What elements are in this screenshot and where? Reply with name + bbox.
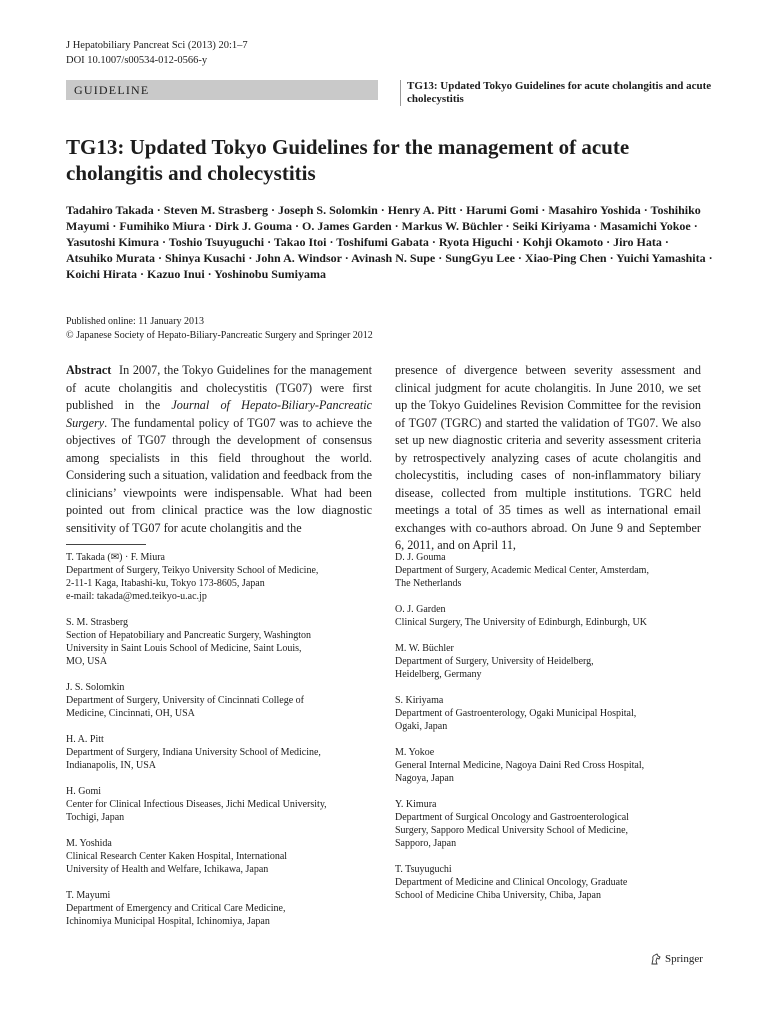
- affiliation-line: Tochigi, Japan: [66, 812, 125, 823]
- affiliation-entry: [66, 785, 366, 824]
- journal-name-italic: Journal of Hepato-Biliary-Pancreatic Surgery: [66, 398, 373, 430]
- abstract-text-1: In 2007, the Tokyo Guidelines for the management of acute cholangitis and cholecystitis (TG07) were first published in the: [66, 363, 372, 412]
- affiliation-line: Department of Gastroenterology, Ogaki Municipal Hospital,: [395, 708, 637, 719]
- affiliation-line: Heidelberg, Germany: [395, 669, 482, 680]
- affiliations-right: [395, 551, 695, 915]
- affiliation-entry: [395, 863, 695, 902]
- affiliation-line: University of Health and Welfare, Ichikawa, Japan: [66, 864, 269, 875]
- published-online: Published online: 11 January 2013: [66, 316, 204, 327]
- affiliation-entry: [395, 642, 695, 681]
- affiliation-entry: [395, 551, 695, 590]
- abstract-column-left: [66, 362, 372, 537]
- doi-line: DOI 10.1007/s00534-012-0566-y: [66, 55, 208, 66]
- affiliation-entry: [66, 551, 366, 603]
- author-list: Tadahiro Takada · Steven M. Strasberg · Joseph S. Solomkin · Henry A. Pitt · Harumi Gomi · Masahiro Yoshida · Toshihiko Mayumi · Fumihiko Miura · Dirk J. Gouma · O. James Garden · Markus W. Büchler · Seiki Kiriyama · Masamichi Yokoe · Yasutoshi Kimura · Toshio Tsuyuguchi · Takao Itoi · Toshifumi Gabata · Ryota Higuchi · Kohji Okamoto · Jiro Hata · Atsuhiko Murata · Shinya Kusachi · John A. Windsor · Avinash N. Supe · SungGyu Lee · Xiao-Ping Chen · Yuichi Yamashita · Koichi Hirata · Kazuo Inui · Yoshinobu Sumiyama: [66, 203, 713, 281]
- abstract-text-2: . The fundamental policy of TG07 was to achieve the objectives of TG07 through the development of consensus among specialists in this field throughout the world. Considering such a situation, validation and feedback from the clinicians’ viewpoints were indispensable. What had been pointed out from clinical practice was the low diagnostic sensitivity of TG07 for acute cholangitis and the: [66, 415, 372, 535]
- affiliation-author: Y. Kimura: [395, 799, 437, 810]
- affiliation-line: General Internal Medicine, Nagoya Daini Red Cross Hospital,: [395, 760, 645, 771]
- article-title: TG13: Updated Tokyo Guidelines for the management of acute cholangitis and cholecystitis: [66, 135, 630, 185]
- abstract-heading: Abstract: [66, 363, 112, 377]
- affiliation-line: Ichinomiya Municipal Hospital, Ichinomiya, Japan: [66, 916, 270, 927]
- affiliations-left: [66, 551, 366, 941]
- affiliation-entry: [66, 733, 366, 772]
- affiliation-entry: [395, 694, 695, 733]
- affiliation-line: The Netherlands: [395, 578, 462, 589]
- affiliation-line: MO, USA: [66, 656, 108, 667]
- affiliation-line: Medicine, Cincinnati, OH, USA: [66, 708, 195, 719]
- publisher-name: Springer: [665, 953, 703, 965]
- affiliation-line: School of Medicine Chiba University, Chiba, Japan: [395, 890, 601, 901]
- affiliation-author: T. Tsuyuguchi: [395, 864, 452, 875]
- affiliation-author: J. S. Solomkin: [66, 682, 125, 693]
- running-title: TG13: Updated Tokyo Guidelines for acute cholangitis and acute cholecystitis: [400, 80, 717, 106]
- affiliation-line: Department of Surgical Oncology and Gastroenterological: [395, 812, 629, 823]
- affiliation-entry: [395, 603, 695, 629]
- affiliation-author: O. J. Garden: [395, 604, 446, 615]
- affiliation-author: S. Kiriyama: [395, 695, 444, 706]
- affiliation-author: S. M. Strasberg: [66, 617, 129, 628]
- affiliation-line: Ogaki, Japan: [395, 721, 448, 732]
- affiliation-line: Nagoya, Japan: [395, 773, 454, 784]
- affiliation-line: Clinical Surgery, The University of Edinburgh, Edinburgh, UK: [395, 617, 647, 628]
- affiliation-line: University in Saint Louis School of Medicine, Saint Louis,: [66, 643, 302, 654]
- copyright: © Japanese Society of Hepato-Biliary-Pancreatic Surgery and Springer 2012: [66, 330, 373, 341]
- affiliation-author: T. Takada (✉) · F. Miura: [66, 552, 165, 563]
- journal-line: J Hepatobiliary Pancreat Sci (2013) 20:1–7: [66, 40, 248, 51]
- affiliation-author: H. Gomi: [66, 786, 101, 797]
- affiliation-author: T. Mayumi: [66, 890, 111, 901]
- affiliation-line: Surgery, Sapporo Medical University School of Medicine,: [395, 825, 629, 836]
- journal-citation: [66, 38, 248, 68]
- affiliation-line: Department of Surgery, Indiana University School of Medicine,: [66, 747, 321, 758]
- affiliation-author: H. A. Pitt: [66, 734, 104, 745]
- footnote-divider: [66, 544, 146, 545]
- publisher-logo: [650, 953, 703, 965]
- affiliation-line: 2-11-1 Kaga, Itabashi-ku, Tokyo 173-8605, Japan: [66, 578, 265, 589]
- publication-info: [66, 315, 373, 343]
- affiliation-author: M. Yoshida: [66, 838, 112, 849]
- affiliation-entry: [395, 798, 695, 850]
- affiliation-entry: [395, 746, 695, 785]
- affiliation-line: Indianapolis, IN, USA: [66, 760, 156, 771]
- affiliation-line: e-mail: takada@med.teikyo-u.ac.jp: [66, 591, 207, 602]
- affiliation-line: Department of Medicine and Clinical Oncology, Graduate: [395, 877, 628, 888]
- affiliation-author: D. J. Gouma: [395, 552, 446, 563]
- affiliation-entry: [66, 837, 366, 876]
- affiliation-line: Department of Surgery, Teikyo University School of Medicine,: [66, 565, 319, 576]
- affiliation-entry: [66, 681, 366, 720]
- affiliation-line: Center for Clinical Infectious Diseases, Jichi Medical University,: [66, 799, 327, 810]
- affiliation-entry: [66, 616, 366, 668]
- abstract-column-right: presence of divergence between severity assessment and clinical judgment for acute cholangitis. In June 2010, we set up the Tokyo Guidelines Revision Committee for the revision of TG07 (TGRC) and started the validation of TG07. We also set up new diagnostic criteria and severity assessment criteria by retrospectively analyzing cases of acute cholangitis and cholecystitis, including cases of non-inflammatory biliary disease, collected from multiple institutions. TGRC held meetings a total of 35 times as well as international email exchanges with co-authors abroad. On June 9 and September 6, 2011, and on April 11,: [395, 363, 701, 552]
- springer-horse-icon: [650, 953, 662, 965]
- affiliation-line: Sapporo, Japan: [395, 838, 457, 849]
- affiliation-line: Clinical Research Center Kaken Hospital, International: [66, 851, 288, 862]
- affiliation-line: Section of Hepatobiliary and Pancreatic Surgery, Washington: [66, 630, 312, 641]
- affiliation-line: Department of Surgery, University of Cincinnati College of: [66, 695, 305, 706]
- affiliation-line: Department of Surgery, Academic Medical Center, Amsterdam,: [395, 565, 649, 576]
- affiliation-line: Department of Emergency and Critical Care Medicine,: [66, 903, 286, 914]
- affiliation-line: Department of Surgery, University of Heidelberg,: [395, 656, 594, 667]
- affiliation-author: M. W. Büchler: [395, 643, 454, 654]
- affiliation-author: M. Yokoe: [395, 747, 435, 758]
- section-label: GUIDELINE: [66, 80, 378, 100]
- affiliation-entry: [66, 889, 366, 928]
